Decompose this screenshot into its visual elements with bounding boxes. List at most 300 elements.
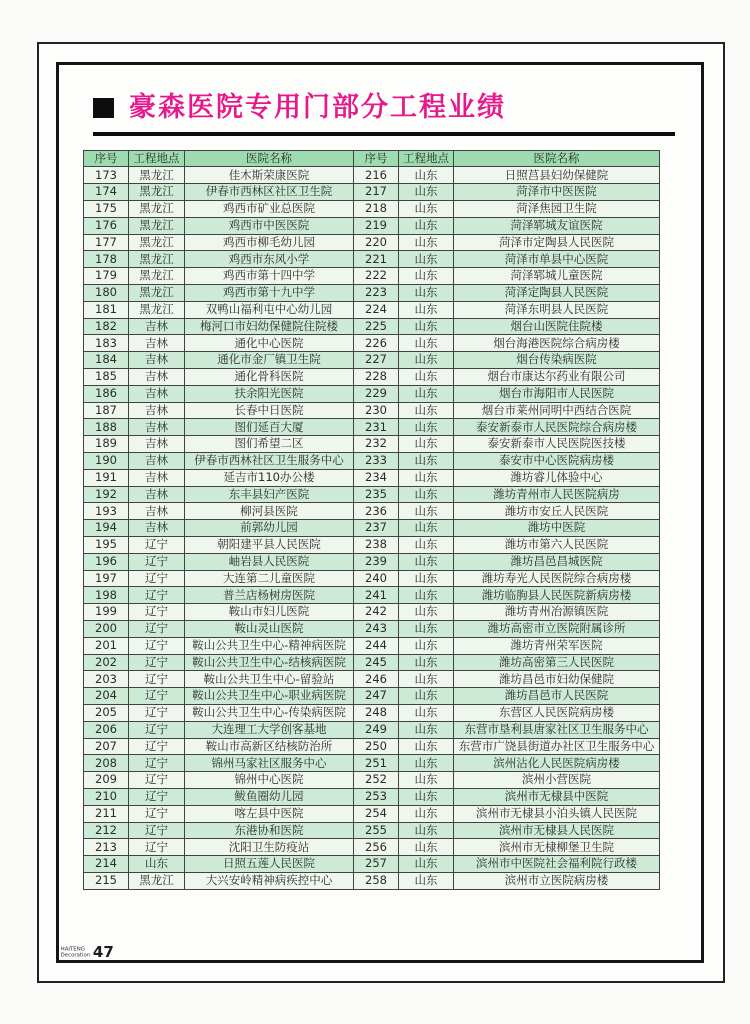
cell-seq-left: 182 <box>84 318 129 335</box>
table-header <box>84 150 660 167</box>
cell-location-right: 山东 <box>399 654 454 671</box>
cell-seq-left: 209 <box>84 772 129 789</box>
cell-hospital-left: 大连理工大学创客基地 <box>185 721 354 738</box>
cell-location-left: 黑龙江 <box>129 184 185 201</box>
cell-seq-right: 246 <box>354 671 399 688</box>
cell-hospital-right: 滨州市无棣柳堡卫生院 <box>454 839 660 856</box>
table-header-row <box>84 150 660 167</box>
cell-seq-left: 211 <box>84 805 129 822</box>
cell-seq-right: 230 <box>354 402 399 419</box>
cell-hospital-right: 菏泽定陶县人民医院 <box>454 285 660 302</box>
cell-seq-right: 232 <box>354 436 399 453</box>
cell-location-right: 山东 <box>399 856 454 873</box>
cell-seq-left: 181 <box>84 301 129 318</box>
cell-location-right: 山东 <box>399 201 454 218</box>
cell-seq-right: 228 <box>354 369 399 386</box>
cell-hospital-left: 大兴安岭精神病疾控中心 <box>185 872 354 889</box>
table-row <box>84 788 660 805</box>
table-row <box>84 167 660 184</box>
cell-location-right: 山东 <box>399 604 454 621</box>
cell-location-left: 辽宁 <box>129 621 185 638</box>
cell-hospital-left: 柳河县医院 <box>185 503 354 520</box>
cell-hospital-left: 朝阳建平县人民医院 <box>185 537 354 554</box>
cell-location-right: 山东 <box>399 453 454 470</box>
cell-seq-right: 248 <box>354 704 399 721</box>
cell-location-left: 辽宁 <box>129 805 185 822</box>
table-row <box>84 369 660 386</box>
cell-location-right: 山东 <box>399 335 454 352</box>
cell-seq-right: 243 <box>354 621 399 638</box>
cell-location-right: 山东 <box>399 553 454 570</box>
cell-hospital-right: 潍坊中医院 <box>454 520 660 537</box>
cell-hospital-right: 烟台市康达尔药业有限公司 <box>454 369 660 386</box>
cell-location-left: 辽宁 <box>129 654 185 671</box>
cell-hospital-right: 滨州小营医院 <box>454 772 660 789</box>
cell-hospital-right: 潍坊昌邑市妇幼保健院 <box>454 671 660 688</box>
cell-seq-right: 255 <box>354 822 399 839</box>
cell-seq-left: 191 <box>84 469 129 486</box>
cell-seq-left: 183 <box>84 335 129 352</box>
table-row <box>84 520 660 537</box>
cell-hospital-left: 鸡西市矿业总医院 <box>185 201 354 218</box>
cell-seq-right: 253 <box>354 788 399 805</box>
cell-location-left: 吉林 <box>129 318 185 335</box>
cell-hospital-left: 双鸭山福利屯中心幼儿园 <box>185 301 354 318</box>
cell-seq-left: 213 <box>84 839 129 856</box>
cell-location-left: 辽宁 <box>129 553 185 570</box>
cell-location-right: 山东 <box>399 738 454 755</box>
cell-seq-right: 242 <box>354 604 399 621</box>
cell-seq-left: 214 <box>84 856 129 873</box>
cell-seq-left: 187 <box>84 402 129 419</box>
table-row <box>84 419 660 436</box>
cell-seq-left: 179 <box>84 268 129 285</box>
cell-seq-left: 200 <box>84 621 129 638</box>
cell-seq-left: 202 <box>84 654 129 671</box>
cell-seq-right: 244 <box>354 637 399 654</box>
cell-location-left: 辽宁 <box>129 570 185 587</box>
cell-location-left: 辽宁 <box>129 587 185 604</box>
cell-location-left: 黑龙江 <box>129 268 185 285</box>
cell-hospital-left: 鲅鱼圈幼儿园 <box>185 788 354 805</box>
cell-hospital-left: 锦州中心医院 <box>185 772 354 789</box>
cell-hospital-left: 沈阳卫生防疫站 <box>185 839 354 856</box>
cell-seq-right: 224 <box>354 301 399 318</box>
cell-location-right: 山东 <box>399 772 454 789</box>
cell-seq-left: 198 <box>84 587 129 604</box>
cell-location-right: 山东 <box>399 704 454 721</box>
cell-hospital-left: 佳木斯荣康医院 <box>185 167 354 184</box>
cell-hospital-left: 鸡西市中医医院 <box>185 217 354 234</box>
header-col-hospital-left: 医院名称 <box>185 150 354 167</box>
footer-brand-line2: Decoration <box>60 951 91 958</box>
cell-location-left: 吉林 <box>129 419 185 436</box>
cell-location-left: 吉林 <box>129 385 185 402</box>
cell-location-left: 辽宁 <box>129 772 185 789</box>
cell-seq-left: 195 <box>84 537 129 554</box>
cell-hospital-right: 潍坊高密市立医院附属诊所 <box>454 621 660 638</box>
table-row <box>84 688 660 705</box>
cell-location-right: 山东 <box>399 688 454 705</box>
cell-seq-left: 188 <box>84 419 129 436</box>
projects-table <box>83 150 660 890</box>
cell-location-left: 辽宁 <box>129 688 185 705</box>
cell-hospital-right: 潍坊高密第三人民医院 <box>454 654 660 671</box>
cell-location-left: 辽宁 <box>129 721 185 738</box>
cell-hospital-left: 梅河口市妇幼保健院住院楼 <box>185 318 354 335</box>
table-row <box>84 453 660 470</box>
table-row <box>84 587 660 604</box>
cell-location-right: 山东 <box>399 503 454 520</box>
table-row <box>84 217 660 234</box>
cell-location-right: 山东 <box>399 486 454 503</box>
cell-location-right: 山东 <box>399 285 454 302</box>
cell-hospital-left: 鸡西市东风小学 <box>185 251 354 268</box>
cell-location-right: 山东 <box>399 268 454 285</box>
cell-location-right: 山东 <box>399 520 454 537</box>
table-row <box>84 872 660 889</box>
cell-hospital-right: 泰安市中心医院病房楼 <box>454 453 660 470</box>
cell-hospital-right: 潍坊昌邑昌城医院 <box>454 553 660 570</box>
cell-location-right: 山东 <box>399 234 454 251</box>
cell-hospital-left: 锦州马家社区服务中心 <box>185 755 354 772</box>
cell-hospital-left: 鸡西市第十四中学 <box>185 268 354 285</box>
table-row <box>84 553 660 570</box>
cell-hospital-left: 鞍山公共卫生中心-结核病医院 <box>185 654 354 671</box>
cell-location-left: 吉林 <box>129 503 185 520</box>
cell-seq-right: 238 <box>354 537 399 554</box>
cell-hospital-right: 菏泽郓城友谊医院 <box>454 217 660 234</box>
cell-seq-right: 235 <box>354 486 399 503</box>
cell-location-right: 山东 <box>399 839 454 856</box>
table-row <box>84 856 660 873</box>
cell-location-right: 山东 <box>399 301 454 318</box>
page-number: 47 <box>92 942 114 961</box>
cell-location-left: 辽宁 <box>129 704 185 721</box>
cell-hospital-right: 潍坊青州冶源镇医院 <box>454 604 660 621</box>
cell-seq-left: 190 <box>84 453 129 470</box>
cell-seq-left: 189 <box>84 436 129 453</box>
cell-hospital-left: 鞍山市妇儿医院 <box>185 604 354 621</box>
cell-seq-left: 210 <box>84 788 129 805</box>
table-row <box>84 201 660 218</box>
table-row <box>84 621 660 638</box>
cell-seq-right: 233 <box>354 453 399 470</box>
cell-seq-left: 212 <box>84 822 129 839</box>
cell-location-right: 山东 <box>399 318 454 335</box>
cell-seq-right: 256 <box>354 839 399 856</box>
cell-location-left: 黑龙江 <box>129 234 185 251</box>
cell-seq-right: 250 <box>354 738 399 755</box>
cell-hospital-left: 鸡西市第十九中学 <box>185 285 354 302</box>
cell-hospital-left: 延吉市110办公楼 <box>185 469 354 486</box>
cell-seq-left: 199 <box>84 604 129 621</box>
cell-seq-left: 204 <box>84 688 129 705</box>
cell-location-right: 山东 <box>399 721 454 738</box>
cell-seq-right: 236 <box>354 503 399 520</box>
cell-location-left: 吉林 <box>129 486 185 503</box>
cell-location-right: 山东 <box>399 872 454 889</box>
cell-seq-right: 237 <box>354 520 399 537</box>
cell-hospital-left: 长春中日医院 <box>185 402 354 419</box>
cell-location-right: 山东 <box>399 822 454 839</box>
cell-location-right: 山东 <box>399 385 454 402</box>
cell-location-right: 山东 <box>399 537 454 554</box>
cell-location-right: 山东 <box>399 621 454 638</box>
cell-seq-left: 177 <box>84 234 129 251</box>
cell-seq-left: 194 <box>84 520 129 537</box>
cell-seq-right: 221 <box>354 251 399 268</box>
cell-seq-right: 225 <box>354 318 399 335</box>
cell-seq-right: 222 <box>354 268 399 285</box>
footer-mark <box>59 942 114 961</box>
cell-hospital-left: 鞍山灵山医院 <box>185 621 354 638</box>
cell-hospital-right: 菏泽市定陶县人民医院 <box>454 234 660 251</box>
cell-location-left: 吉林 <box>129 469 185 486</box>
cell-location-left: 吉林 <box>129 453 185 470</box>
cell-seq-right: 245 <box>354 654 399 671</box>
table-row <box>84 402 660 419</box>
cell-seq-right: 257 <box>354 856 399 873</box>
table-row <box>84 318 660 335</box>
cell-seq-left: 205 <box>84 704 129 721</box>
cell-seq-left: 180 <box>84 285 129 302</box>
cell-hospital-left: 普兰店杨树房医院 <box>185 587 354 604</box>
cell-seq-right: 258 <box>354 872 399 889</box>
cell-hospital-left: 通化市金厂镇卫生院 <box>185 352 354 369</box>
cell-seq-left: 196 <box>84 553 129 570</box>
cell-seq-left: 193 <box>84 503 129 520</box>
cell-location-right: 山东 <box>399 251 454 268</box>
table-row <box>84 503 660 520</box>
cell-hospital-left: 东丰县妇产医院 <box>185 486 354 503</box>
header-col-location-right: 工程地点 <box>399 150 454 167</box>
cell-hospital-right: 潍坊市第六人民医院 <box>454 537 660 554</box>
cell-hospital-right: 烟台传染病医院 <box>454 352 660 369</box>
cell-hospital-right: 菏泽市中医医院 <box>454 184 660 201</box>
footer-brand <box>61 946 91 958</box>
table-row <box>84 738 660 755</box>
cell-hospital-right: 潍坊昌邑市人民医院 <box>454 688 660 705</box>
cell-location-left: 辽宁 <box>129 788 185 805</box>
cell-seq-right: 254 <box>354 805 399 822</box>
cell-hospital-left: 图们延百大厦 <box>185 419 354 436</box>
table-row <box>84 385 660 402</box>
cell-location-right: 山东 <box>399 402 454 419</box>
cell-seq-left: 178 <box>84 251 129 268</box>
cell-hospital-left: 鞍山公共卫生中心-留验站 <box>185 671 354 688</box>
cell-seq-left: 184 <box>84 352 129 369</box>
cell-location-left: 吉林 <box>129 352 185 369</box>
header-col-hospital-right: 医院名称 <box>454 150 660 167</box>
cell-hospital-right: 烟台市莱州同明中西结合医院 <box>454 402 660 419</box>
cell-location-left: 吉林 <box>129 520 185 537</box>
table-row <box>84 654 660 671</box>
page-outer-frame <box>37 42 725 983</box>
cell-hospital-left: 喀左县中医院 <box>185 805 354 822</box>
cell-hospital-right: 滨州市中医院社会福利院行政楼 <box>454 856 660 873</box>
cell-location-left: 辽宁 <box>129 738 185 755</box>
cell-hospital-left: 日照五莲人民医院 <box>185 856 354 873</box>
cell-hospital-right: 烟台市海阳市人民医院 <box>454 385 660 402</box>
cell-seq-right: 217 <box>354 184 399 201</box>
cell-hospital-right: 东营区人民医院病房楼 <box>454 704 660 721</box>
cell-location-left: 山东 <box>129 856 185 873</box>
cell-location-right: 山东 <box>399 637 454 654</box>
cell-location-right: 山东 <box>399 436 454 453</box>
cell-hospital-left: 前郭幼儿园 <box>185 520 354 537</box>
table-row <box>84 184 660 201</box>
cell-location-right: 山东 <box>399 419 454 436</box>
table-row <box>84 570 660 587</box>
cell-seq-left: 208 <box>84 755 129 772</box>
cell-seq-left: 201 <box>84 637 129 654</box>
table-row <box>84 285 660 302</box>
cell-hospital-right: 菏泽焦园卫生院 <box>454 201 660 218</box>
header-col-seq-left: 序号 <box>84 150 129 167</box>
cell-location-right: 山东 <box>399 469 454 486</box>
table-row <box>84 486 660 503</box>
cell-location-left: 辽宁 <box>129 671 185 688</box>
cell-hospital-right: 烟台山医院住院楼 <box>454 318 660 335</box>
table-row <box>84 822 660 839</box>
cell-location-left: 黑龙江 <box>129 201 185 218</box>
cell-location-left: 吉林 <box>129 402 185 419</box>
table-row <box>84 839 660 856</box>
table-row <box>84 436 660 453</box>
cell-location-right: 山东 <box>399 184 454 201</box>
cell-location-left: 吉林 <box>129 369 185 386</box>
cell-hospital-left: 岫岩县人民医院 <box>185 553 354 570</box>
cell-location-left: 黑龙江 <box>129 872 185 889</box>
cell-seq-right: 219 <box>354 217 399 234</box>
table-row <box>84 637 660 654</box>
cell-seq-right: 241 <box>354 587 399 604</box>
cell-hospital-left: 鸡西市柳毛幼儿园 <box>185 234 354 251</box>
cell-seq-right: 252 <box>354 772 399 789</box>
cell-location-left: 辽宁 <box>129 822 185 839</box>
cell-location-right: 山东 <box>399 671 454 688</box>
cell-hospital-right: 东营市广饶县街道办社区卫生服务中心 <box>454 738 660 755</box>
cell-hospital-left: 伊春市西林区社区卫生院 <box>185 184 354 201</box>
table-row <box>84 234 660 251</box>
cell-hospital-right: 潍坊临朐县人民医院新病房楼 <box>454 587 660 604</box>
cell-seq-left: 215 <box>84 872 129 889</box>
cell-seq-left: 203 <box>84 671 129 688</box>
cell-seq-left: 185 <box>84 369 129 386</box>
footer-brand-line1: HAITENG <box>60 945 85 952</box>
cell-location-left: 辽宁 <box>129 839 185 856</box>
title-block <box>93 93 675 136</box>
cell-location-right: 山东 <box>399 805 454 822</box>
cell-hospital-left: 鞍山公共卫生中心-职业病医院 <box>185 688 354 705</box>
cell-hospital-right: 滨州沾化人民医院病房楼 <box>454 755 660 772</box>
header-col-location-left: 工程地点 <box>129 150 185 167</box>
cell-location-right: 山东 <box>399 167 454 184</box>
cell-location-left: 黑龙江 <box>129 301 185 318</box>
cell-hospital-right: 滨州市立医院病房楼 <box>454 872 660 889</box>
page-title: 豪森医院专用门部分工程业绩 <box>129 92 506 123</box>
cell-hospital-right: 泰安新泰市人民医院医技楼 <box>454 436 660 453</box>
cell-seq-left: 173 <box>84 167 129 184</box>
cell-seq-left: 197 <box>84 570 129 587</box>
cell-hospital-left: 图们希望二区 <box>185 436 354 453</box>
cell-seq-left: 207 <box>84 738 129 755</box>
cell-hospital-left: 通化中心医院 <box>185 335 354 352</box>
cell-seq-right: 231 <box>354 419 399 436</box>
cell-location-left: 辽宁 <box>129 604 185 621</box>
table-row <box>84 469 660 486</box>
cell-seq-right: 220 <box>354 234 399 251</box>
cell-hospital-right: 潍坊睿儿体验中心 <box>454 469 660 486</box>
cell-hospital-right: 菏泽市单县中心医院 <box>454 251 660 268</box>
cell-location-right: 山东 <box>399 352 454 369</box>
cell-hospital-right: 泰安新泰市人民医院综合病房楼 <box>454 419 660 436</box>
cell-hospital-right: 东营市垦利县唐家社区卫生服务中心 <box>454 721 660 738</box>
cell-hospital-right: 滨州市无棣县小泊头镇人民医院 <box>454 805 660 822</box>
cell-location-right: 山东 <box>399 570 454 587</box>
cell-seq-left: 192 <box>84 486 129 503</box>
cell-location-right: 山东 <box>399 369 454 386</box>
table-row <box>84 335 660 352</box>
cell-hospital-left: 通化骨科医院 <box>185 369 354 386</box>
cell-hospital-right: 日照莒县妇幼保健院 <box>454 167 660 184</box>
cell-hospital-right: 菏泽东明县人民医院 <box>454 301 660 318</box>
cell-hospital-right: 菏泽郓城儿童医院 <box>454 268 660 285</box>
table-row <box>84 671 660 688</box>
cell-location-left: 辽宁 <box>129 755 185 772</box>
cell-seq-left: 174 <box>84 184 129 201</box>
cell-seq-left: 186 <box>84 385 129 402</box>
table-body <box>84 167 660 889</box>
cell-hospital-left: 伊春市西林社区卫生服务中心 <box>185 453 354 470</box>
table-row <box>84 772 660 789</box>
cell-hospital-left: 鞍山公共卫生中心-传染病医院 <box>185 704 354 721</box>
cell-hospital-right: 潍坊青州市人民医院病房 <box>454 486 660 503</box>
cell-seq-left: 206 <box>84 721 129 738</box>
cell-hospital-right: 烟台海港医院综合病房楼 <box>454 335 660 352</box>
cell-location-left: 吉林 <box>129 436 185 453</box>
cell-hospital-left: 东港协和医院 <box>185 822 354 839</box>
cell-location-left: 辽宁 <box>129 537 185 554</box>
table-row <box>84 604 660 621</box>
cell-seq-right: 247 <box>354 688 399 705</box>
header-col-seq-right: 序号 <box>354 150 399 167</box>
cell-location-left: 吉林 <box>129 335 185 352</box>
cell-location-left: 黑龙江 <box>129 251 185 268</box>
cell-location-right: 山东 <box>399 755 454 772</box>
cell-seq-right: 226 <box>354 335 399 352</box>
table-row <box>84 755 660 772</box>
cell-hospital-right: 滨州市无棣县中医院 <box>454 788 660 805</box>
cell-location-left: 黑龙江 <box>129 285 185 302</box>
cell-hospital-left: 鞍山市高新区结核防治所 <box>185 738 354 755</box>
table-row <box>84 268 660 285</box>
table-row <box>84 352 660 369</box>
cell-seq-right: 234 <box>354 469 399 486</box>
cell-seq-left: 176 <box>84 217 129 234</box>
cell-hospital-left: 大连第二儿童医院 <box>185 570 354 587</box>
table-row <box>84 301 660 318</box>
cell-seq-right: 216 <box>354 167 399 184</box>
cell-seq-right: 251 <box>354 755 399 772</box>
cell-location-left: 黑龙江 <box>129 217 185 234</box>
cell-location-right: 山东 <box>399 217 454 234</box>
cell-location-right: 山东 <box>399 587 454 604</box>
cell-seq-left: 175 <box>84 201 129 218</box>
cell-hospital-right: 潍坊寿光人民医院综合病房楼 <box>454 570 660 587</box>
cell-hospital-right: 滨州市无棣县人民医院 <box>454 822 660 839</box>
